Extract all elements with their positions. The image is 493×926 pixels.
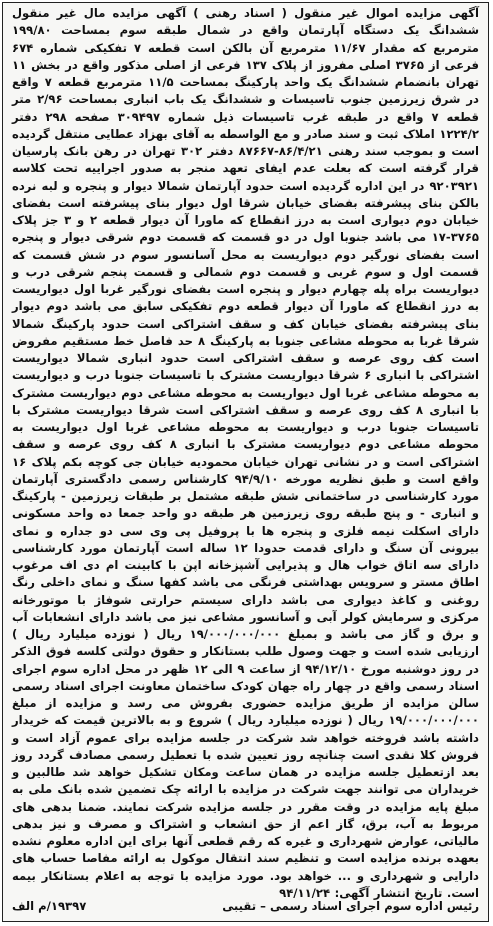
notice-footer (12, 897, 479, 915)
signer-line: رئیس اداره سوم اجرای اسناد رسمی – تقیبی (222, 899, 479, 913)
notice-title: آگهی مزایده اموال غیر منقول ( اسناد رهنی ) آگهی مزایده مال غیر منقول (12, 6, 479, 20)
notice-text (3, 3, 488, 902)
notice-body: ششدانگ یک دستگاه آپارتمان واقع در شمال طبقه سوم بمساحت ۱۹۹/۸۰ مترمربع که مقدار ۱۱/۶۷ مترمربع آن بالکن است قطعه ۷ تفکیکی شماره ۶۷۴ فرعی از ۳۷۶۵ اصلی مفروز از پلاک ۱۳۷ فرعی از اصلی مذکور واقع در بخش ۱۱ تهران بانضمام ششدانگ یک واحد پارکینگ بمساحت ۱۱/۵ مترمربع قطعه ۷ واقع در شرق زیرزمین جنوب تاسیسات و ششدانگ یک باب انباری بمساحت ۲/۹۶ متر قطعه ۷ واقع در طبقه غرب تاسیسات ذیل شماره ۳۰۹۴۹۷ صفحه ۲۹۸ دفتر ۱۲۲۴/۲ املاک ثبت و سند صادر و مع الواسطه به آقای بهزاد عطایی منتقل گردیده است و بموجب سند رهنی ۸۶/۴/۲۱-۸۷۶۶۷ دفتر ۳۰۲ تهران در رهن بانک پارسیان قرار گرفته است که بعلت عدم ایفای تعهد منجر به صدور اجراییه تحت کلاسه ۹۲۰۳۹۲۱ در این اداره گردیده است حدود آپارتمان شمالا دیوار و پنجره و لبه نرده بالکن بنای پیشرفته بفضای خیابان شرقا اول دیوار بنای پیشرفته است بفضای خیابان دوم دیواری است به درز انقطاع که ماورا آن دیوار قطعه ۲ و ۳ جز پلاک ۳۷۶۵-۱۷ می باشد جنوبا اول در دو قسمت که قسمت دوم شرقی دیوار و پنجره است بفضای نورگیر دوم دیواریست به محل آسانسور سوم در شش قسمت که قسمت اول و سوم غربی و قسمت دوم شمالی و قسمت پنجم شرقی درب و دیواریست براه پله چهارم دیوار و پنجره است بفضای نورگیر غربا اول دیواریست به درز انقطاع که ماورا آن دیوار قطعه دوم تفکیکی سابق می باشد دوم دیوار بنای پیشرفته بفضای خیابان کف و سقف اشتراکی است حدود پارکینگ شمالا شرقا غربا به محوطه مشاعی جنوبا به پارکینگ ۸ حد فاصل خط مستقیم مفروض است کف روی عرصه و سقف اشتراکی است حدود انباری شمالا دیواریست اشتراکی با انباری ۶ شرقا دیواریست مشترک با تاسیسات جنوبا درب و دیواریست به محوطه مشاعی غربا اول دیواریست به محوطه مشاعی دوم دیواریست مشترک با انباری ۸ کف روی عرصه و سقف اشتراکی است شرقا دیواریست مشترک با تاسیسات جنوبا درب و دیواریست به محوطه مشاعی غربا اول دیواریست به محوطه مشاعی دوم دیواریست مشترک با انباری ۸ کف روی عرصه و سقف اشتراکی است و در نشانی تهران خیابان محمودیه خیابان جی کوچه بکم پلاک ۱۶ واقع است و طبق نظریه مورخه ۹۴/۹/۱۰ کارشناس رسمی دادگستری آپارتمان مورد کارشناسی در ساختمانی شش طبقه مشتمل بر طبقات زیرزمین - پارکینگ و انباری - و پنج طبقه روی زیرزمین هر طبقه دو واحد جمعا ده واحد مسکونی دارای اسکلت نیمه فلزی و پنجره ها با پروفیل پی وی سی دو جداره و نمای بیرونی آن سنگ و دارای قدمت حدودا ۱۲ ساله است آپارتمان مورد کارشناسی دارای سه اتاق خواب هال و پذیرایی آشپزخانه اپن با کابینت ام دی اف مرغوب اطاق مستر و سرویس بهداشتی فرنگی می باشد کفها سنگ و نمای داخلی رنگ روغنی و کاغذ دیواری می باشد دارای سیستم حرارتی شوفاژ با موتورخانه مرکزی و سرمایش کولر آبی و آسانسور مشاعی نیز می باشد دارای انشعابات آب و برق و گاز می باشد و بمبلغ ۱۹/۰۰۰/۰۰۰/۰۰۰ ریال ( نوزده میلیارد ریال ) ارزیابی شده است و جهت وصول طلب بستانکار و حقوق دولتی کلسه فوق الذکر در روز دوشنبه مورخ ۹۴/۱۲/۱۰ از ساعت ۹ الی ۱۲ ظهر در محل اداره سوم اجرای اسناد رسمی واقع در چهار راه جهان کودک ساختمان معاونت اجرای اسناد رسمی سالن مزایده از طریق مزایده حضوری بفروش می رسد و مزایده از مبلغ ۱۹/۰۰۰/۰۰۰/۰۰۰ ریال ( نوزده میلیارد ریال ) شروع و به بالاترین قیمت که خریدار داشته باشد فروخته خواهد شد شرکت در جلسه مزایده برای عموم آزاد است و فروش کلا نقدی است چنانچه روز تعیین شده با تعطیل رسمی مصادف گردد روز بعد ازتعطیل جلسه مزایده در همان ساعت ومکان تشکیل خواهد شد طالبین و خریداران می توانند جهت شرکت در مزایده با ارائه چک تضمین شده بانک ملی به مبلغ پایه مزایده در وقت مقرر در جلسه مزایده شرکت نمایند. ضمنا بدهی های مربوط به آب، برق، گاز اعم از حق انشعاب و اشتراک و مصرف و نیز بدهی مالیاتی، عوارض شهرداری و غیره که رقم قطعی آنها برای این اداره معلوم نشده بعهده برنده مزایده است و تنظیم سند انتقال موکول به ارائه مفاصا حساب های دارایی و شهرداری و ... خواهد بود. مورد مزایده با توجه به اعلام بستانکار بیمه است. تاریخ انتشار آگهی: ۹۴/۱۱/۲۴ (12, 23, 480, 900)
notice-code: ۱۹۳۹۷/م الف (12, 899, 87, 913)
notice-frame (2, 2, 489, 922)
